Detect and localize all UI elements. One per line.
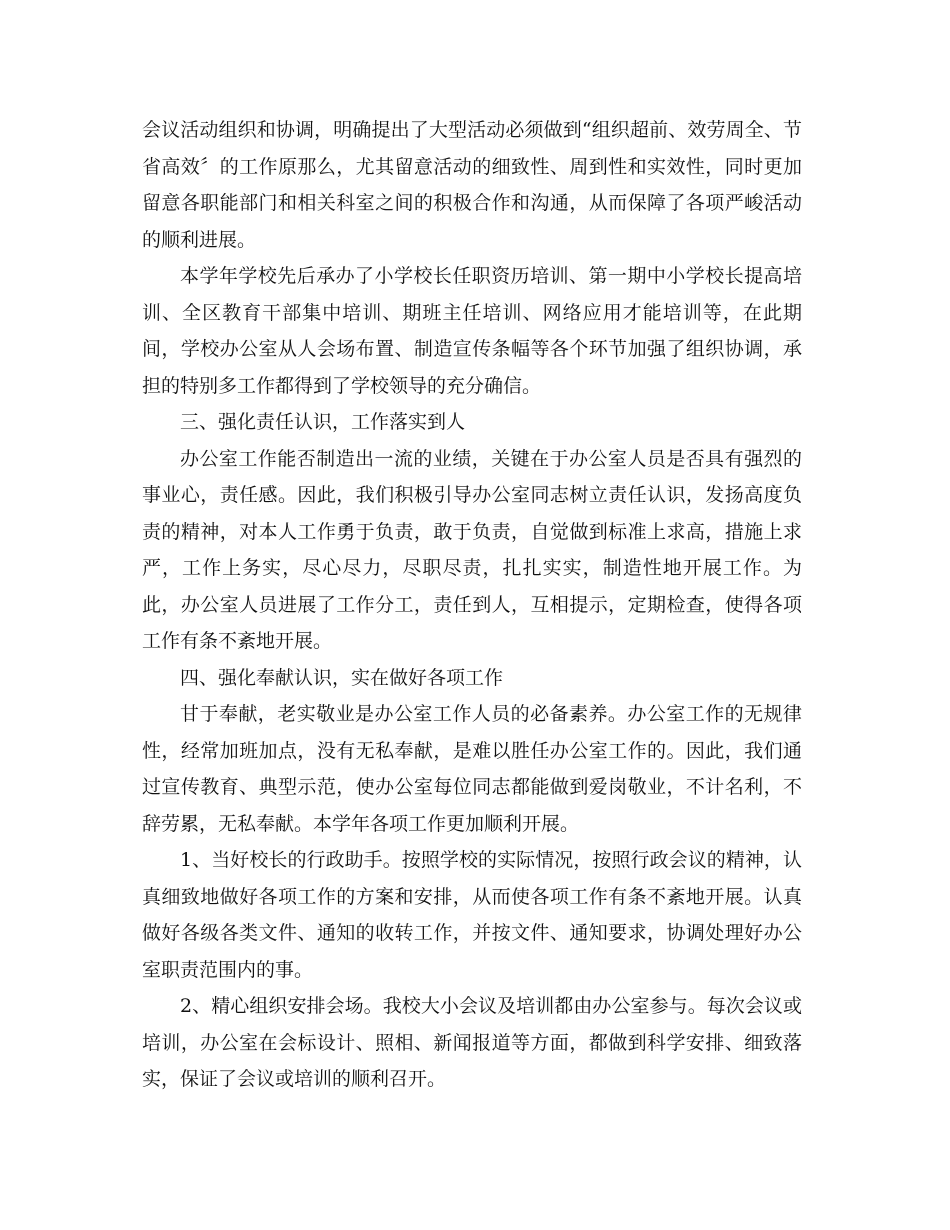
section-heading-3: 三、强化责任认识，工作落实到人 (180, 411, 466, 433)
list-item-1: 1、当好校长的行政助手。按照学校的实际情况，按照行政会议的精神，认真细致地做好各项工作的方案和安排，从而使各项工作有条不紊地开展。认真做好各级各类文件、通知的收转工作，并按文件、通知要求，协调处理好办公室职责范围内的事。 (142, 849, 802, 981)
paragraph-6: 甘于奉献，老实敬业是办公室工作人员的必备素养。办公室工作的无规律性，经常加班加点，没有无私奉献，是难以胜任办公室工作的。因此，我们通过宣传教育、典型示范，使办公室每位同志都能做到爱岗敬业，不计名利，不辞劳累，无私奉献。本学年各项工作更加顺利开展。 (142, 703, 802, 835)
document-page (142, 112, 802, 1098)
section-heading-4: 四、强化奉献认识，实在做好各项工作 (180, 666, 504, 689)
paragraph-1: 会议活动组织和协调，明确提出了大型活动必须做到“组织超前、效劳周全、节省高效〞的工作原那么，尤其留意活动的细致性、周到性和实效性，同时更加留意各职能部门和相关科室之间的积极合作和沟通，从而保障了各项严峻活动的顺利进展。 (142, 119, 802, 251)
paragraph-2: 本学年学校先后承办了小学校长任职资历培训、第一期中小学校长提高培训、全区教育干部集中培训、期班主任培训、网络应用才能培训等，在此期间，学校办公室从人会场布置、制造宣传条幅等各个环节加强了组织协调，承担的特别多工作都得到了学校领导的充分确信。 (142, 265, 802, 397)
paragraph-4: 办公室工作能否制造出一流的业绩，关键在于办公室人员是否具有强烈的事业心，责任感。因此，我们积极引导办公室同志树立责任认识，发扬高度负责的精神，对本人工作勇于负责，敢于负责，自觉做到标准上求高，措施上求严，工作上务实，尽心尽力，尽职尽责，扎扎实实，制造性地开展工作。为此，办公室人员进展了工作分工，责任到人，互相提示，定期检查，使得各项工作有条不紊地开展。 (142, 447, 802, 652)
list-item-2: 2、精心组织安排会场。我校大小会议及培训都由办公室参与。每次会议或培训，办公室在会标设计、照相、新闻报道等方面，都做到科学安排、细致落实，保证了会议或培训的顺利召开。 (142, 995, 802, 1090)
